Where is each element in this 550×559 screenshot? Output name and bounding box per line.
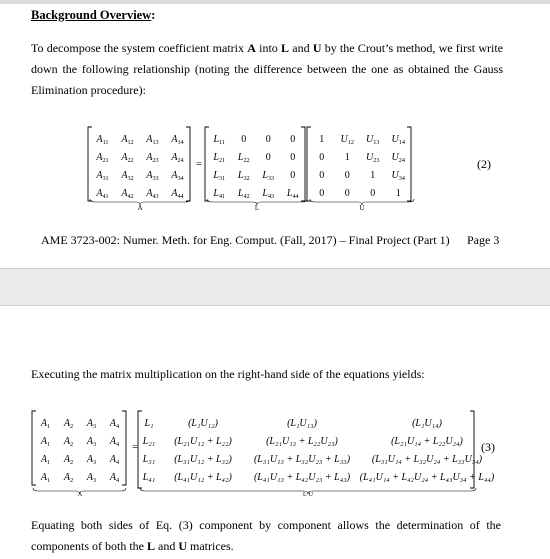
matrix-entry: $A_2$ — [63, 418, 74, 430]
matrix-entry: 0 — [344, 170, 350, 181]
left-bracket — [88, 127, 92, 201]
matrix-entry: 0 — [290, 170, 296, 181]
matrix-entry: $L_{44}$ — [286, 188, 299, 200]
matrix-entry: 0 — [290, 152, 296, 163]
footer-course-title: AME 3723-002: Numer. Meth. for Eng. Comput. (Fall, 2017) – Final Project (Part 1) — [41, 233, 450, 247]
product-entry: (L₃₁U₁₄ + L₃₂U₂₄ + L₃₃U₃₄) — [371, 454, 483, 465]
multiplication-intro: Executing the matrix multiplication on the right-hand side of the equations yields: — [31, 367, 425, 381]
matrix-entry: $A_{41}$ — [96, 188, 109, 200]
matrix-a — [88, 127, 190, 201]
matrix-entry: $A_1$ — [40, 436, 51, 448]
matrix-entry: $L_{11}$ — [213, 134, 226, 146]
equals-sign: = — [132, 442, 138, 453]
matrix-entry: $A_2$ — [63, 436, 74, 448]
matrix-entry: $U_{34}$ — [391, 170, 405, 182]
section-heading: Background Overview: — [31, 8, 156, 22]
matrix-entry: $A_3$ — [86, 418, 97, 430]
product-entry: L₂₁ — [142, 436, 156, 447]
matrix-entry: $A_4$ — [109, 436, 120, 448]
matrix-entry: $L_{31}$ — [213, 170, 226, 182]
matrix-u — [307, 127, 411, 201]
matrix-entry: 1 — [344, 152, 350, 163]
matrix-entry: $L_{43}$ — [262, 188, 275, 200]
matrix-entry: 0 — [290, 134, 296, 145]
matrix-u-label: U — [359, 204, 365, 212]
matrix-entry: $U_{13}$ — [366, 134, 380, 146]
matrix-entry: $A_{32}$ — [121, 170, 134, 182]
matrix-entry: $L_{33}$ — [262, 170, 275, 182]
underbraces — [33, 488, 476, 494]
matrix-entry: $A_4$ — [109, 472, 120, 484]
right-bracket — [301, 127, 305, 201]
product-entry: (L₁U₁₂) — [188, 418, 218, 429]
document-page-1 — [0, 0, 550, 268]
matrix-entry: $A_3$ — [86, 472, 97, 484]
matrix-entry: $A_{23}$ — [146, 152, 159, 164]
matrix-entry: $A_4$ — [109, 454, 120, 466]
matrix-entry: $A_1$ — [40, 418, 51, 430]
matrix-entry: $A_{13}$ — [146, 134, 159, 146]
product-entry: (L₃₁U₁₃ + L₃₂U₂₃ + L₃₃) — [253, 454, 351, 465]
matrix-entry: $A_{33}$ — [146, 170, 159, 182]
product-entry: (L₂₁U₁₂ + L₂₂) — [174, 436, 232, 447]
matrix-l-label: L — [254, 204, 260, 212]
right-bracket — [407, 127, 411, 201]
matrix-entry: $U_{14}$ — [391, 134, 405, 146]
matrix-entry: $U_{23}$ — [366, 152, 380, 164]
equation-2 — [0, 126, 550, 212]
matrix-entry: 0 — [319, 170, 325, 181]
product-entry: (L₄₁U₁₂ + L₄₂) — [174, 472, 232, 483]
product-entry: (L₄₁U₁₃ + L₄₂U₂₃ + L₄₃) — [253, 472, 351, 483]
matrix-entry: $A_{43}$ — [146, 188, 159, 200]
matrix-entry: $L_{42}$ — [237, 188, 250, 200]
matrix-entry: $A_{44}$ — [171, 188, 184, 200]
matrix-entry: $A_{14}$ — [171, 134, 184, 146]
equation-number: (3) — [481, 440, 495, 454]
intro-paragraph: To decompose the system coefficient matrix A into L and U by the Crout’s method, we first write down the following relationship (noting the difference between the one as obtained the Gauss Elimination procedure): — [31, 41, 504, 97]
matrix-entry: $A_{24}$ — [171, 152, 184, 164]
matrix-entry: $L_{21}$ — [213, 152, 226, 164]
product-entry: (L₁U₁₄) — [412, 418, 442, 429]
closing-paragraph: Equating both sides of Eq. (3) component by component allows the determination of the components of both the L and U matrices. — [31, 518, 501, 553]
matrix-entry: $A_4$ — [109, 418, 120, 430]
product-entry: (L₁U₁₃) — [287, 418, 317, 429]
page-gap — [0, 268, 550, 306]
matrix-entry: $A_{21}$ — [96, 152, 109, 164]
left-bracket — [205, 127, 209, 201]
product-entry: L₁ — [144, 418, 154, 429]
equation-3 — [0, 408, 550, 498]
matrix-entry: $L_{22}$ — [237, 152, 250, 164]
matrix-entry: 1 — [395, 188, 401, 199]
matrix-entry: $A_1$ — [40, 454, 51, 466]
matrix-entry: 0 — [265, 134, 271, 145]
product-entry: (L₄₁U₁₄ + L₄₂U₂₄ + L₄₃U₃₄ + L₄₄) — [359, 472, 495, 483]
footer-page-number: Page 3 — [467, 233, 500, 247]
matrix-entry: $L_{32}$ — [237, 170, 250, 182]
matrix-entry: $A_{31}$ — [96, 170, 109, 182]
matrix-entry: $A_2$ — [63, 472, 74, 484]
product-entry: (L₂₁U₁₄ + L₂₂U₂₄) — [391, 436, 463, 447]
matrix-entry: 1 — [319, 134, 325, 145]
matrix-entry: $A_{22}$ — [121, 152, 134, 164]
product-entry: (L₂₁U₁₃ + L₂₂U₂₃) — [266, 436, 338, 447]
matrix-entry: $U_{24}$ — [391, 152, 405, 164]
right-bracket — [122, 411, 126, 485]
matrix-entry: 0 — [319, 152, 325, 163]
matrix-entry: $U_{12}$ — [340, 134, 354, 146]
product-entry: (L₃₁U₁₂ + L₃₂) — [174, 454, 232, 465]
matrix-entry: 0 — [241, 134, 247, 145]
left-bracket — [138, 411, 142, 488]
product-entry: L₄₁ — [142, 472, 156, 483]
left-bracket — [32, 411, 36, 485]
matrix-entry: $A_1$ — [40, 472, 51, 484]
matrix-lu-product — [138, 411, 495, 488]
matrix-a — [32, 411, 126, 485]
matrix-entry: 0 — [265, 152, 271, 163]
equation-number: (2) — [477, 157, 491, 171]
matrix-entry: $A_{12}$ — [121, 134, 134, 146]
equals-sign: = — [196, 159, 202, 170]
matrix-entry: $A_{11}$ — [96, 134, 109, 146]
matrix-entry: 0 — [370, 188, 376, 199]
page-top-edge — [0, 0, 550, 4]
product-entry: L₃₁ — [142, 454, 156, 465]
matrix-l — [205, 127, 305, 201]
matrix-a-label: A — [137, 204, 143, 212]
matrix-entry: $A_3$ — [86, 436, 97, 448]
matrix-a-label: A — [77, 492, 83, 498]
matrix-entry: 1 — [370, 170, 376, 181]
matrix-entry: $L_{41}$ — [213, 188, 226, 200]
matrix-entry: 0 — [319, 188, 325, 199]
matrix-entry: $A_{34}$ — [171, 170, 184, 182]
matrix-entry: $A_2$ — [63, 454, 74, 466]
matrix-entry: 0 — [344, 188, 350, 199]
matrix-entry: $A_3$ — [86, 454, 97, 466]
document-page-2 — [0, 306, 550, 559]
right-bracket — [186, 127, 190, 201]
left-bracket — [307, 127, 311, 201]
matrix-entry: $A_{42}$ — [121, 188, 134, 200]
product-label: L·U — [303, 492, 313, 498]
